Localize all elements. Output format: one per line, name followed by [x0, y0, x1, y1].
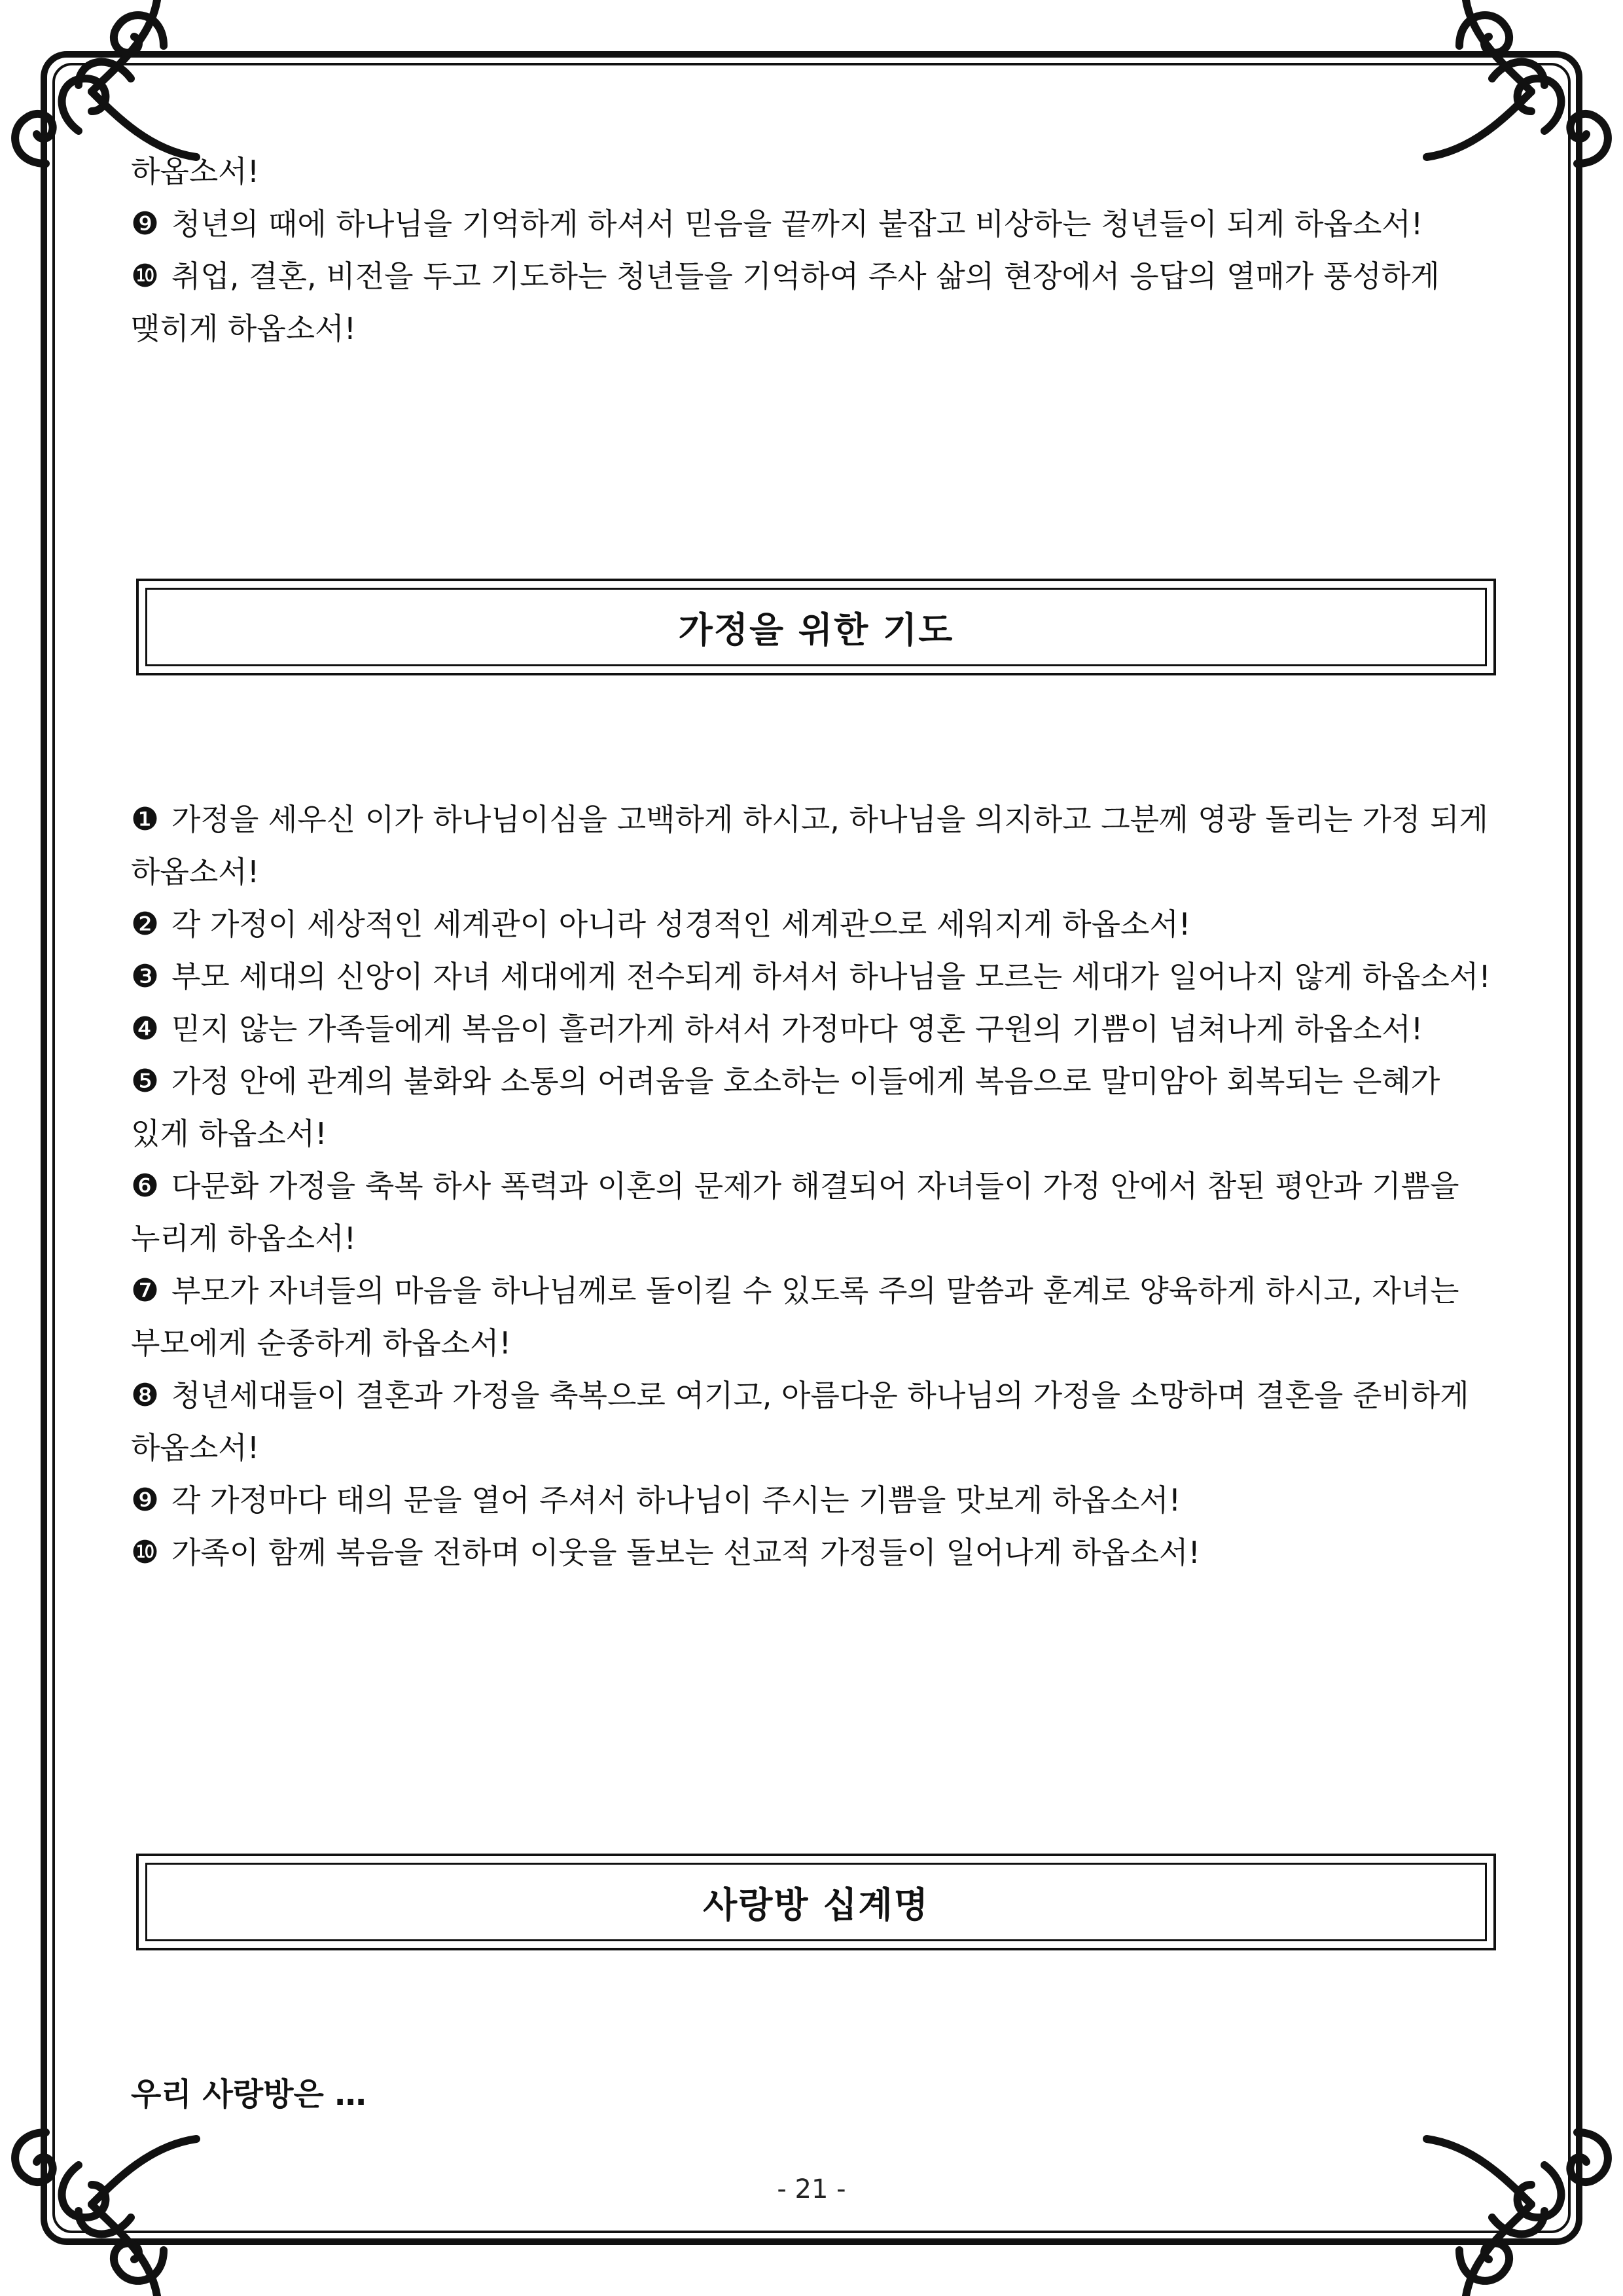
section-title: 가정을 위한 기도	[678, 609, 954, 651]
prayer-item: ❼ 부모가 자녀들의 마음을 하나님께로 돌이킬 수 있도록 주의 말씀과 훈계로 양육하게 하시고, 자녀는 부모에게 순종하게 하옵소서!	[131, 1265, 1505, 1369]
number-marker: ❶	[131, 801, 160, 838]
prayer-item: ❿ 가족이 함께 복음을 전하며 이웃을 돌보는 선교적 가정들이 일어나게 하옵소서!	[131, 1526, 1505, 1579]
prayer-item: ❿ 취업, 결혼, 비전을 두고 기도하는 청년들을 기억하여 주사 삶의 현장에서 응답의 열매가 풍성하게 맺히게 하옵소서!	[131, 250, 1505, 355]
youth-prayer-continuation	[131, 145, 1505, 355]
number-marker: ❷	[131, 906, 160, 942]
sarangbang-intro	[131, 2068, 1505, 2121]
number-marker: ❺	[131, 1063, 160, 1100]
prayer-item: ❹ 믿지 않는 가족들에게 복음이 흘러가게 하셔서 가정마다 영혼 구원의 기쁨이 넘쳐나게 하옵소서!	[131, 1003, 1505, 1055]
prayer-item: ❶ 가정을 세우신 이가 하나님이심을 고백하게 하시고, 하나님을 의지하고 그분께 영광 돌리는 가정 되게 하옵소서!	[131, 793, 1505, 898]
number-marker: ❿	[131, 258, 160, 295]
number-marker: ❸	[131, 958, 160, 995]
prayer-line: 하옵소서!	[131, 154, 260, 189]
intro-text: 우리 사랑방은 …	[131, 2076, 366, 2113]
prayer-item: ❸ 부모 세대의 신앙이 자녀 세대에게 전수되게 하셔서 하나님을 모르는 세대가 일어나지 않게 하옵소서!	[131, 950, 1505, 1003]
section-header-box	[136, 579, 1496, 675]
prayer-item: ❾ 청년의 때에 하나님을 기억하게 하셔서 믿음을 끝까지 붙잡고 비상하는 청년들이 되게 하옵소서!	[131, 198, 1505, 250]
number-marker: ❼	[131, 1272, 160, 1309]
prayer-item: ❾ 각 가정마다 태의 문을 열어 주셔서 하나님이 주시는 기쁨을 맛보게 하옵소서!	[131, 1474, 1505, 1526]
number-marker: ❿	[131, 1534, 160, 1571]
number-marker: ❾	[131, 1482, 160, 1518]
family-prayer-list	[131, 793, 1505, 1579]
prayer-item: ❺ 가정 안에 관계의 불화와 소통의 어려움을 호소하는 이들에게 복음으로 말미암아 회복되는 은혜가 있게 하옵소서!	[131, 1055, 1505, 1160]
prayer-item: ❷ 각 가정이 세상적인 세계관이 아니라 성경적인 세계관으로 세워지게 하옵소서!	[131, 898, 1505, 950]
section-title: 사랑방 십계명	[703, 1884, 929, 1926]
number-marker: ❾	[131, 206, 160, 242]
number-marker: ❽	[131, 1377, 160, 1414]
prayer-item: ❻ 다문화 가정을 축복 하사 폭력과 이혼의 문제가 해결되어 자녀들이 가정 안에서 참된 평안과 기쁨을 누리게 하옵소서!	[131, 1160, 1505, 1265]
page-number: - 21 -	[777, 2174, 846, 2204]
section-header-box	[136, 1854, 1496, 1950]
number-marker: ❹	[131, 1011, 160, 1047]
prayer-item: ❽ 청년세대들이 결혼과 가정을 축복으로 여기고, 아름다운 하나님의 가정을 소망하며 결혼을 준비하게 하옵소서!	[131, 1369, 1505, 1474]
number-marker: ❻	[131, 1168, 160, 1204]
